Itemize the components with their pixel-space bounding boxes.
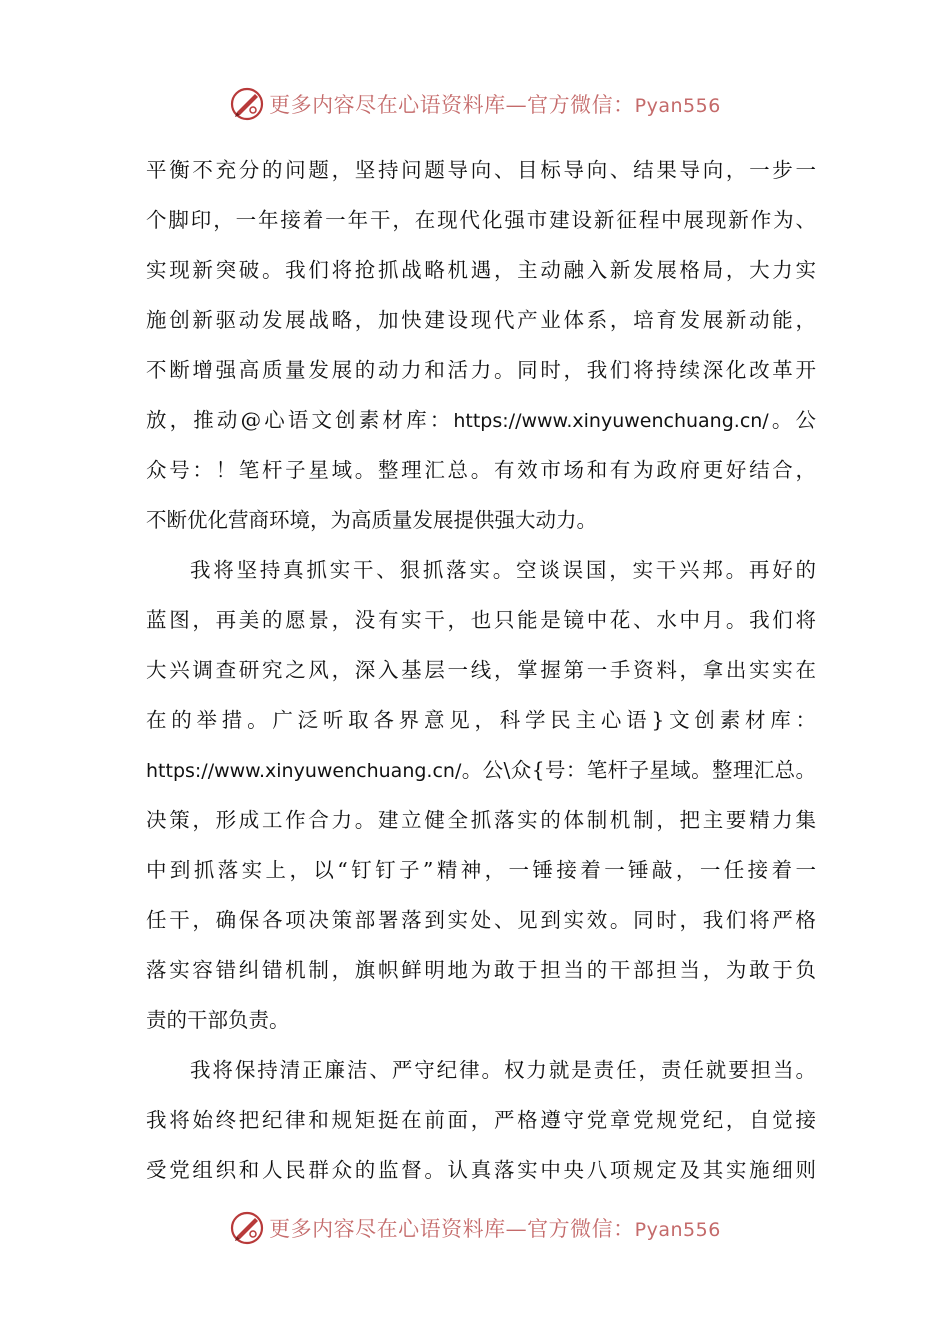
text-line: 我将始终把纪律和规矩挺在前面，严格遵守党章党规党纪，自觉接 [146,1108,816,1132]
text-line: 不断优化营商环境，为高质量发展提供强大动力。 [146,508,597,532]
text-line: 蓝图，再美的愿景，没有实干，也只能是镜中花、水中月。我们将 [146,608,816,632]
pen-logo-icon [229,86,265,122]
text-line: 我将坚持真抓实干、狠抓落实。空谈误国，实干兴邦。再好的 [190,558,816,582]
paragraph [146,1050,816,1200]
text-line: 任干，确保各项决策部署落到实处、见到实效。同时，我们将严格 [146,908,816,932]
header-watermark [0,84,950,124]
text-line: 实现新突破。我们将抢抓战略机遇，主动融入新发展格局，大力实 [146,258,816,282]
text-line: 落实容错纠错机制，旗帜鲜明地为敢于担当的干部担当，为敢于负 [146,958,816,982]
text-line: 不断增强高质量发展的动力和活力。同时，我们将持续深化改革开 [146,358,816,382]
text-line: 众号：！笔杆子星域。整理汇总。有效市场和有为政府更好结合， [146,458,816,482]
text-segment: 。公 [768,408,817,432]
text-line: 施创新驱动发展战略，加快建设现代产业体系，培育发展新动能， [146,308,816,332]
text-line [146,750,816,800]
document-body [146,150,816,1200]
text-line [146,400,816,450]
header-watermark-text: 更多内容尽在心语资料库—官方微信：Pyan556 [269,93,721,117]
text-segment: 。公\众{号：笔杆子星域。整理汇总。 [461,758,816,782]
text-segment: 放，推动@心语文创素材库： [146,408,454,432]
text-line: 大兴调查研究之风，深入基层一线，掌握第一手资料，拿出实实在 [146,658,816,682]
text-line: 我将保持清正廉洁、严守纪律。权力就是责任，责任就要担当。 [190,1058,816,1082]
website-url: https://www.xinyuwenchuang.cn/ [146,760,462,782]
paragraph [146,150,816,550]
text-line: 决策，形成工作合力。建立健全抓落实的体制机制，把主要精力集 [146,808,816,832]
footer-watermark-text: 更多内容尽在心语资料库—官方微信：Pyan556 [269,1217,721,1241]
pen-logo-icon [229,1210,265,1246]
website-url: https://www.xinyuwenchuang.cn/ [453,410,769,432]
text-line: 中到抓落实上，以“钉钉子”精神，一锤接着一锤敲，一任接着一 [146,858,816,882]
text-line: 受党组织和人民群众的监督。认真落实中央八项规定及其实施细则 [146,1158,816,1182]
text-line: 个脚印，一年接着一年干，在现代化强市建设新征程中展现新作为、 [146,208,816,232]
text-line: 在的举措。广泛听取各界意见，科学民主心语}文创素材库： [146,708,816,732]
text-line: 责的干部负责。 [146,1008,290,1032]
paragraph [146,550,816,1050]
footer-watermark [0,1208,950,1248]
text-line: 平衡不充分的问题，坚持问题导向、目标导向、结果导向，一步一 [146,158,816,182]
